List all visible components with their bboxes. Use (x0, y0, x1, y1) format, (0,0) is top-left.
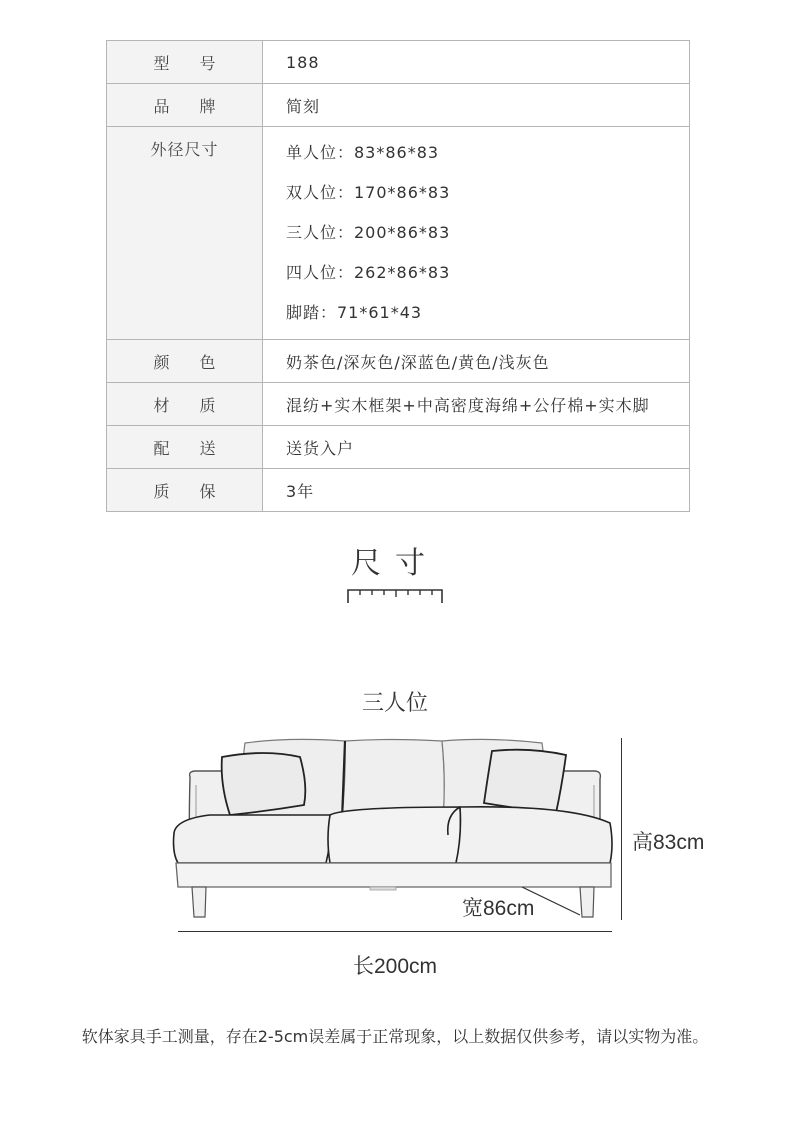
measurement-note: 软体家具手工测量，存在2-5cm误差属于正常现象，以上数据仅供参考，请以实物为准。 (81, 1027, 709, 1046)
warranty-value: 3年 (263, 469, 690, 512)
brand-value: 简刻 (263, 84, 690, 127)
spec-table (106, 40, 690, 512)
width-label: 宽86cm (462, 897, 535, 920)
dimensions-label: 外径尺寸 (107, 127, 263, 340)
spec-row-material (107, 383, 690, 426)
spec-row-delivery (107, 426, 690, 469)
ruler-icon (347, 588, 443, 604)
delivery-value: 送货入户 (263, 426, 690, 469)
dimension-line-quad: 四人位：262*86*83 (286, 263, 451, 282)
length-dimension-line (178, 931, 612, 932)
spec-row-brand (107, 84, 690, 127)
dimension-line-ottoman: 脚踏：71*61*43 (286, 303, 423, 322)
dimension-line-triple: 三人位：200*86*83 (286, 223, 451, 242)
spec-row-model (107, 41, 690, 84)
dimension-line-single: 单人位：83*86*83 (286, 143, 440, 162)
material-value: 混纺+实木框架+中高密度海绵+公仔棉+实木脚 (263, 383, 690, 426)
warranty-label: 质保 (153, 481, 246, 501)
height-label: 高83cm (632, 831, 705, 854)
spec-row-warranty (107, 469, 690, 512)
height-dimension-line (621, 738, 622, 920)
dimensions-value (263, 127, 690, 340)
model-value: 188 (263, 41, 690, 84)
spec-row-color (107, 340, 690, 383)
spec-row-dimensions (107, 127, 690, 340)
delivery-label: 配送 (153, 438, 246, 458)
model-label: 型号 (153, 53, 246, 73)
sofa-illustration (170, 735, 620, 925)
color-value: 奶茶色/深灰色/深蓝色/黄色/浅灰色 (263, 340, 690, 383)
length-label: 长200cm (352, 955, 438, 978)
dimension-line-double: 双人位：170*86*83 (286, 183, 451, 202)
color-label: 颜色 (153, 352, 246, 372)
brand-label: 品牌 (153, 96, 246, 116)
sofa-variant-label: 三人位 (361, 691, 428, 716)
section-title: 尺寸 (351, 546, 439, 581)
material-label: 材质 (153, 395, 246, 415)
